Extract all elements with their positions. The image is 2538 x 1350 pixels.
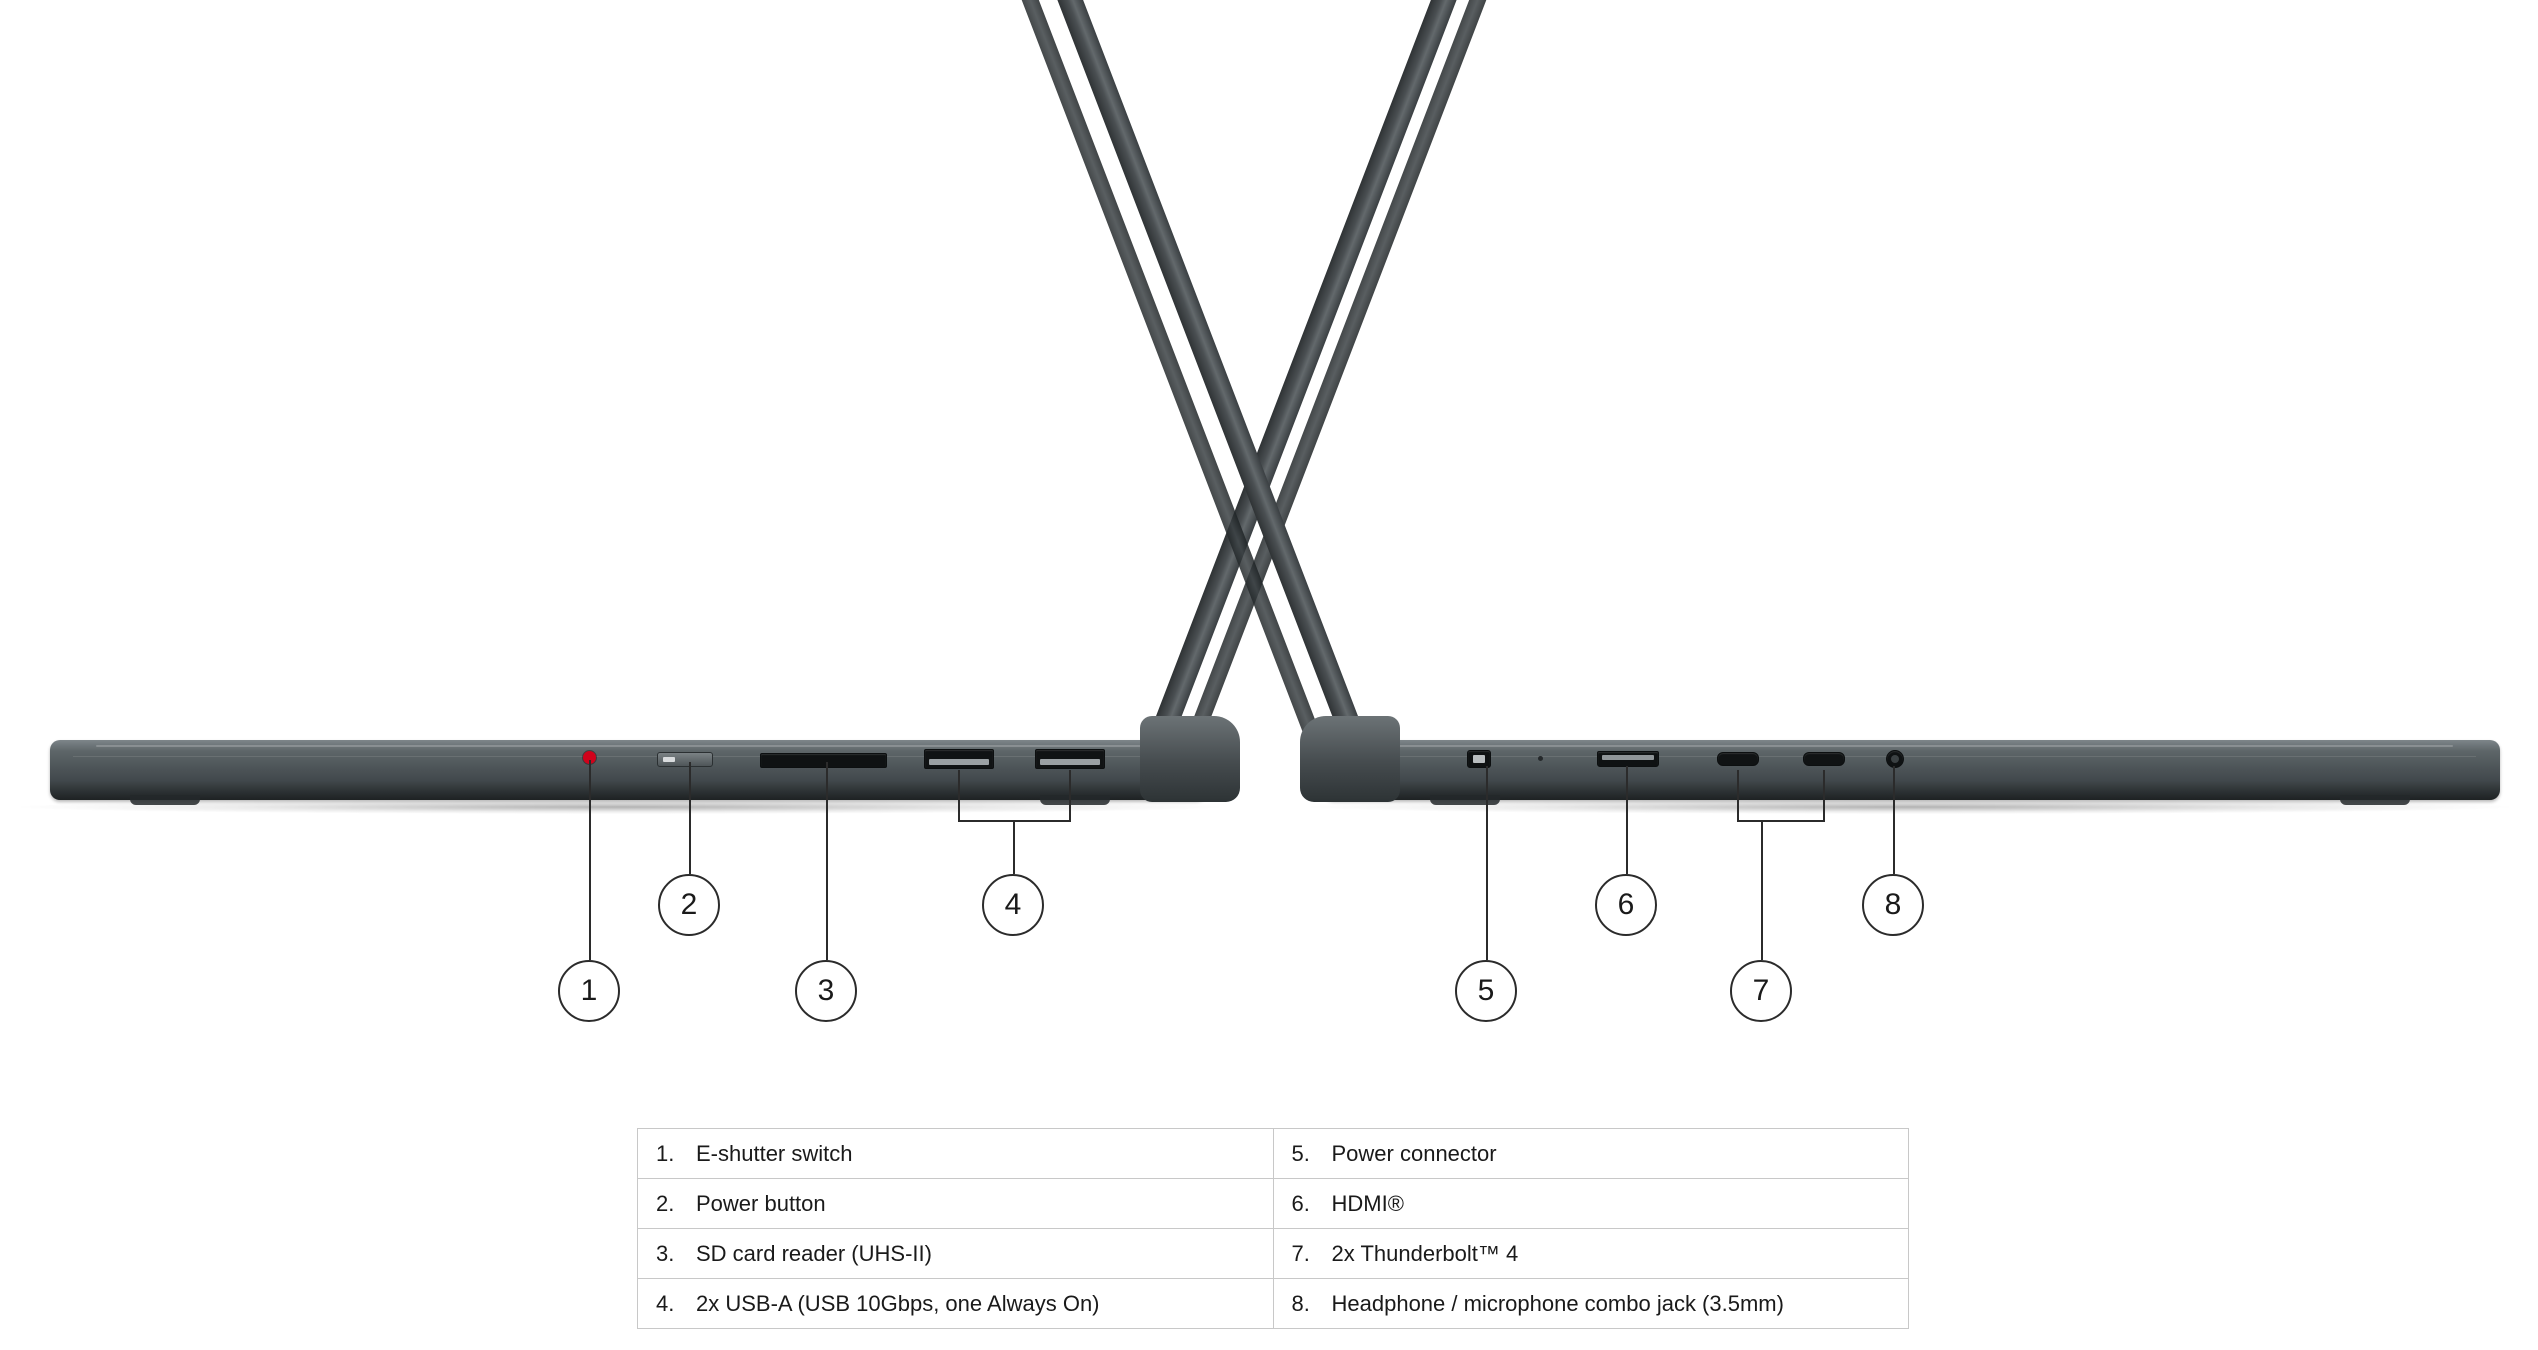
laptop-hinge-right [1300,716,1400,802]
callout-marker-4[interactable]: 4 [982,874,1044,936]
legend-index: 4. [656,1290,675,1316]
legend-label: SD card reader (UHS-II) [696,1240,932,1266]
callout-leader-4-right [1069,770,1071,822]
laptop-foot [1430,795,1500,805]
table-row [638,1179,1909,1229]
table-row [638,1279,1909,1329]
legend-cell-left [638,1179,1274,1229]
laptop-foot [2340,795,2410,805]
hdmi-port[interactable] [1597,751,1659,767]
usb-a-port-1[interactable] [924,749,994,769]
legend-index: 3. [656,1240,675,1266]
legend-index: 6. [1291,1190,1310,1216]
legend-label: Power button [696,1190,826,1216]
laptop-foot [1040,795,1110,805]
legend-index: 5. [1291,1140,1310,1166]
callout-leader-6 [1626,766,1628,874]
callout-leader-4-left [958,770,960,822]
base-highlight-line [1367,745,2453,747]
legend-cell-left [638,1229,1274,1279]
laptop-right-base [1320,740,2500,800]
status-led [1538,756,1543,761]
callout-leader-7-right [1823,770,1825,822]
laptop-foot [130,795,200,805]
base-groove [73,756,1187,757]
legend-index: 7. [1291,1240,1310,1266]
callout-marker-3[interactable]: 3 [795,960,857,1022]
port-legend-table [637,1128,1909,1329]
callout-leader-7-stem [1761,820,1763,960]
table-row [638,1129,1909,1179]
legend-cell-right [1273,1129,1909,1179]
callout-leader-7-left [1737,770,1739,822]
base-shading [50,780,1210,800]
laptop-hinge-left [1140,716,1240,802]
legend-label: 2x Thunderbolt™ 4 [1331,1240,1519,1266]
callout-marker-7[interactable]: 7 [1730,960,1792,1022]
power-button[interactable] [657,752,713,767]
legend-label: Headphone / microphone combo jack (3.5mm) [1331,1290,1784,1316]
callout-leader-2 [689,762,691,874]
legend-label: 2x USB-A (USB 10Gbps, one Always On) [696,1290,1100,1316]
legend-label: E-shutter switch [696,1140,853,1166]
legend-index: 2. [656,1190,675,1216]
thunderbolt-port-1[interactable] [1717,752,1759,766]
legend-label: HDMI® [1331,1190,1404,1216]
base-highlight-line [96,745,1163,747]
thunderbolt-port-2[interactable] [1803,752,1845,766]
callout-marker-5[interactable]: 5 [1455,960,1517,1022]
callout-leader-5 [1486,766,1488,960]
usb-a-port-2[interactable] [1035,749,1105,769]
legend-index: 1. [656,1140,675,1166]
legend-label: Power connector [1331,1140,1497,1166]
legend-cell-right [1273,1279,1909,1329]
legend-cell-left [638,1129,1274,1179]
callout-leader-4-stem [1013,820,1015,874]
callout-leader-8 [1893,766,1895,874]
callout-leader-1 [589,760,591,960]
base-groove [1344,756,2477,757]
sd-card-reader-port[interactable] [760,753,887,768]
legend-cell-left [638,1279,1274,1329]
callout-marker-2[interactable]: 2 [658,874,720,936]
legend-index: 8. [1291,1290,1310,1316]
callout-marker-8[interactable]: 8 [1862,874,1924,936]
callout-marker-6[interactable]: 6 [1595,874,1657,936]
table-row [638,1229,1909,1279]
callout-marker-1[interactable]: 1 [558,960,620,1022]
callout-bracket-7 [1737,820,1825,822]
laptop-right-view [1280,0,2538,850]
callout-leader-3 [826,762,828,960]
legend-cell-right [1273,1179,1909,1229]
headphone-microphone-jack[interactable] [1886,750,1904,768]
legend-cell-right [1273,1229,1909,1279]
